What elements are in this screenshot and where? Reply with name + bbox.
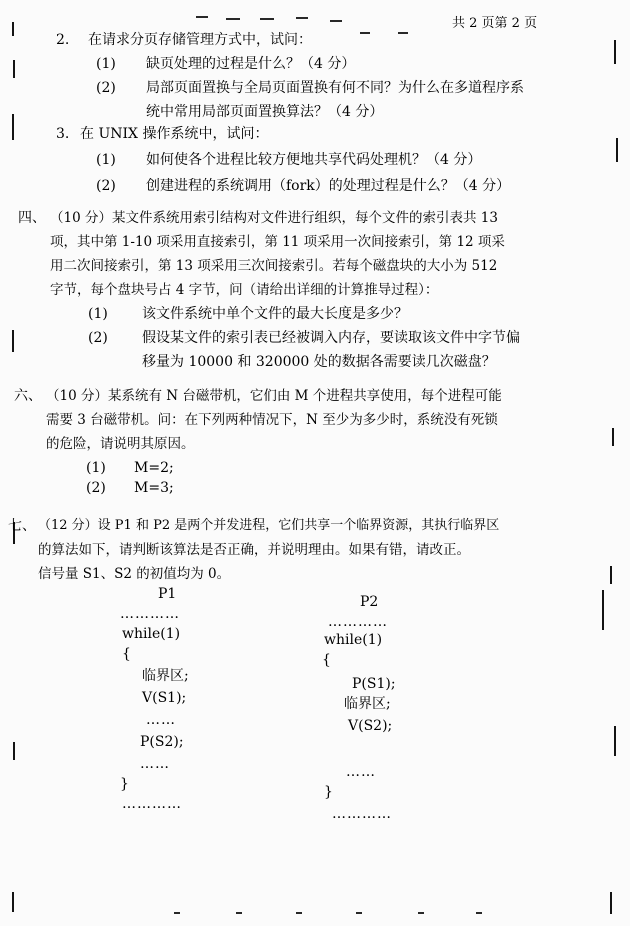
p1-close-brace: }	[120, 776, 129, 792]
scan-dash-bottom-5	[418, 912, 424, 914]
scan-dash-top-2	[226, 18, 240, 20]
p2-while: while(1)	[324, 632, 383, 648]
q4-num: 四、	[18, 210, 46, 226]
q7-line3: 信号量 S1、S2 的初值均为 0。	[38, 566, 231, 582]
p1-dots-2: ……	[146, 712, 176, 728]
q4-line1: （10 分）某文件系统用索引结构对文件进行组织，每个文件的索引表共 13	[50, 210, 498, 226]
q6-line1: （10 分）某系统有 N 台磁带机，它们由 M 个进程共享使用，每个进程可能	[46, 388, 502, 404]
p2-open-brace: {	[322, 652, 331, 668]
q4-line2: 项，其中第 1-10 项采用直接索引，第 11 项采用一次间接索引，第 12 项采	[50, 234, 505, 250]
scan-mark-left-3	[12, 114, 14, 140]
q5-item2-sub2-line1: 局部页面置换与全局页面置换有何不同？为什么在多道程序系	[146, 80, 524, 96]
p1-critical-section: 临界区;	[142, 668, 189, 684]
q4-sub2-line2: 移量为 10000 和 320000 处的数据各需要读几次磁盘？	[142, 354, 496, 370]
q7-num: 七、	[8, 518, 36, 534]
page-number-label: 共 2 页第 2 页	[452, 16, 538, 31]
scan-mark-right-2	[616, 138, 618, 162]
scan-mark-left-6	[13, 742, 15, 760]
q5-item2-sub2-num: (2)	[96, 80, 116, 96]
scan-dash-top-3	[260, 18, 274, 20]
q5-item3-text: 在 UNIX 操作系统中，试问：	[80, 126, 269, 142]
q6-sub2-text: M=3;	[134, 480, 174, 496]
q5-item3-sub1-num: (1)	[96, 152, 116, 168]
q6-sub2-num: (2)	[86, 480, 106, 496]
p2-label: P2	[360, 594, 379, 610]
q5-item2-text: 在请求分页存储管理方式中，试问：	[88, 32, 312, 48]
scan-dash-bottom-4	[356, 912, 362, 914]
scan-dash-top-6	[360, 32, 370, 34]
q4-sub1-num: (1)	[88, 306, 108, 322]
p2-v-s2: V(S2);	[348, 718, 393, 734]
p1-open-brace: {	[122, 646, 131, 662]
p1-while: while(1)	[122, 626, 181, 642]
p2-critical-section: 临界区;	[344, 696, 391, 712]
q5-item2-num: 2.	[56, 32, 70, 48]
p1-dots-1: …………	[120, 606, 180, 622]
scan-mark-right-7	[610, 892, 612, 914]
p1-v-s1: V(S1);	[142, 690, 187, 706]
p1-label: P1	[158, 586, 177, 602]
scan-dash-top-4	[296, 17, 308, 19]
scan-mark-right-6	[614, 726, 616, 756]
q5-item3-sub2-text: 创建进程的系统调用（fork）的处理过程是什么？（4 分）	[146, 178, 511, 194]
scan-mark-left-2	[13, 60, 15, 78]
q5-item2-sub1-num: (1)	[96, 56, 116, 72]
scan-mark-left-4	[12, 330, 14, 352]
q5-item3-sub2-num: (2)	[96, 178, 116, 194]
scan-dash-top-7	[398, 32, 408, 34]
q4-line3: 用二次间接索引，第 13 项采用三次间接索引。若每个磁盘块的大小为 512	[50, 258, 498, 274]
q4-sub2-line1: 假设某文件的索引表已经被调入内存，要读取该文件中字节偏	[142, 330, 520, 346]
scan-mark-right-1	[614, 40, 616, 64]
p2-dots-3: ……	[346, 764, 376, 780]
q6-num: 六、	[14, 388, 42, 404]
q7-line1: （12 分）设 P1 和 P2 是两个并发进程，它们共享一个临界资源，其执行临界区	[38, 518, 500, 533]
scan-dash-bottom-3	[296, 912, 302, 914]
q4-sub2-num: (2)	[88, 330, 108, 346]
p2-p-s1: P(S1);	[352, 676, 396, 692]
q5-item2-sub1-text: 缺页处理的过程是什么？（4 分）	[146, 56, 356, 72]
p1-dots-3: ……	[140, 756, 170, 772]
q6-line3: 的危险，请说明其原因。	[46, 436, 195, 452]
scan-dash-bottom-1	[174, 912, 180, 914]
scan-mark-left-1	[12, 22, 14, 36]
p2-close-brace: }	[324, 784, 333, 800]
scan-dash-bottom-2	[236, 912, 242, 914]
q4-sub1-text: 该文件系统中单个文件的最大长度是多少？	[142, 306, 408, 322]
p2-dots-1: …………	[328, 614, 388, 630]
scan-dash-bottom-6	[476, 912, 482, 914]
q6-sub1-text: M=2;	[134, 460, 174, 476]
scan-mark-left-7	[12, 892, 14, 912]
p1-p-s2: P(S2);	[140, 734, 184, 750]
scan-mark-right-5	[602, 590, 604, 630]
q7-line2: 的算法如下，请判断该算法是否正确，并说明理由。如果有错，请改正。	[38, 542, 470, 558]
scan-mark-right-4	[610, 566, 612, 584]
q6-sub1-num: (1)	[86, 460, 106, 476]
scan-dash-top-1	[196, 16, 208, 18]
q5-item2-sub2-line2: 统中常用局部页面置换算法？（4 分）	[146, 104, 384, 120]
p2-dots-4: …………	[332, 806, 392, 822]
scan-mark-right-3	[612, 428, 614, 446]
scan-dash-top-5	[330, 20, 342, 22]
p1-dots-4: …………	[122, 796, 182, 812]
q5-item3-num: 3.	[56, 126, 70, 142]
q4-line4: 字节，每个盘块号占 4 字节，问（请给出详细的计算推导过程）：	[50, 282, 439, 298]
q6-line2: 需要 3 台磁带机。问：在下列两种情况下，N 至少为多少时，系统没有死锁	[46, 412, 498, 428]
q5-item3-sub1-text: 如何使各个进程比较方便地共享代码处理机？（4 分）	[146, 152, 482, 168]
